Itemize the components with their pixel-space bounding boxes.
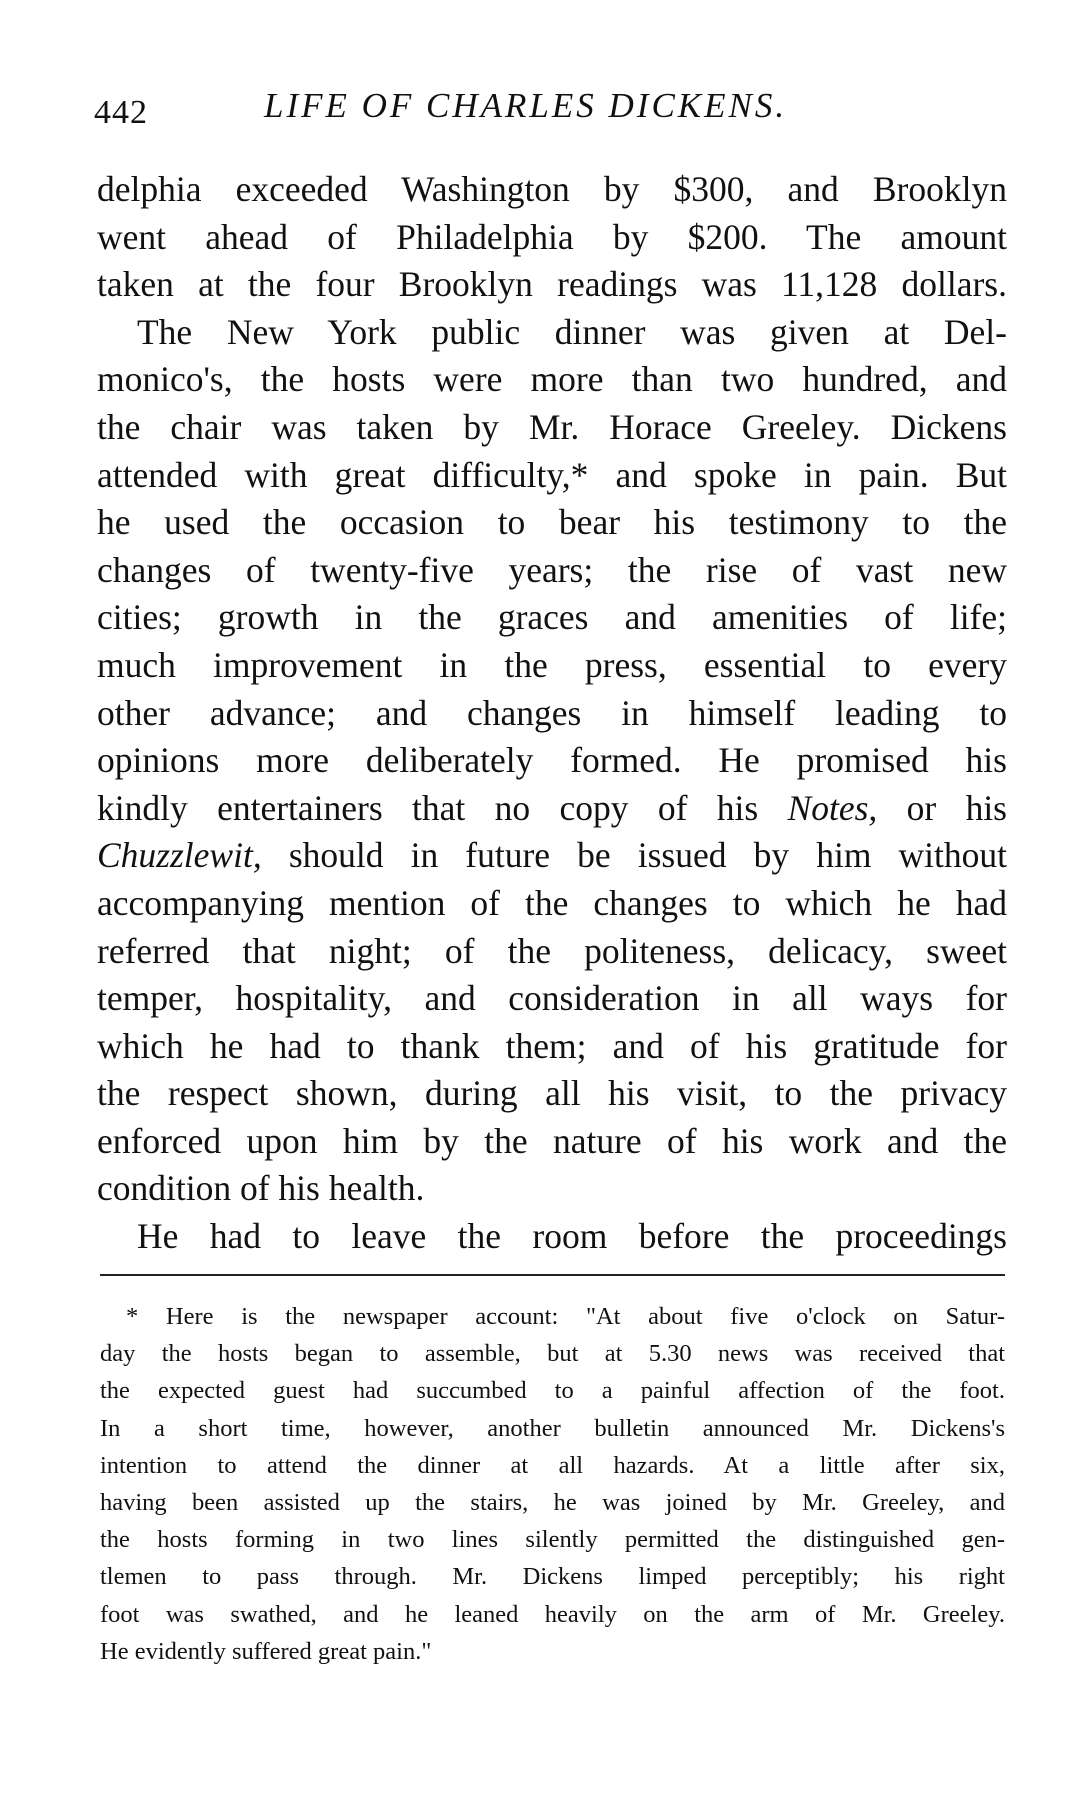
running-head xyxy=(94,86,1014,136)
body-line: enforced upon him by the nature of his work and the xyxy=(97,1120,1007,1161)
body-line: went ahead of Philadelphia by $200. The amount xyxy=(97,216,1007,257)
body-line: he used the occasion to bear his testimony to the xyxy=(97,502,1007,543)
body-line: delphia exceeded Washington by $300, and Brooklyn xyxy=(97,169,1007,209)
body-line: much improvement in the press, essential to every xyxy=(97,644,1007,685)
body-line: The New York public dinner was given at Del- xyxy=(137,311,1007,352)
body-line xyxy=(97,785,1007,833)
line-text: or his xyxy=(877,787,1007,828)
body-line: taken at the four Brooklyn readings was 11,128 dollars. xyxy=(97,264,1007,305)
footnote-line: having been assisted up the stairs, he was joined by Mr. Greeley, and xyxy=(100,1488,1005,1516)
footnote-line: intention to attend the dinner at all hazards. At a little after six, xyxy=(100,1451,1005,1479)
footnote-line: the expected guest had succumbed to a painful affection of the foot. xyxy=(100,1377,1005,1405)
footnote-line: foot was swathed, and he leaned heavily on the arm of Mr. Greeley. xyxy=(100,1600,1005,1628)
body-line: the chair was taken by Mr. Horace Greeley. Dickens xyxy=(97,406,1007,447)
footnote-line: day the hosts began to assemble, but at 5.30 news was received that xyxy=(100,1340,1005,1368)
body-line: accompanying mention of the changes to which he had xyxy=(97,882,1007,923)
body-line: changes of twenty-five years; the rise of vast new xyxy=(97,549,1007,590)
footnote-line: In a short time, however, another bulletin announced Mr. Dickens's xyxy=(100,1414,1005,1442)
body-line: temper, hospitality, and consideration in all ways for xyxy=(97,978,1007,1019)
body-line: attended with great difficulty,* and spoke in pain. But xyxy=(97,454,1007,495)
line-text: kindly entertainers that no copy of his xyxy=(97,787,788,828)
body-line: referred that night; of the politeness, delicacy, sweet xyxy=(97,930,1007,971)
body-text xyxy=(97,166,1007,1261)
body-line: cities; growth in the graces and amenities of life; xyxy=(97,597,1007,638)
footnote xyxy=(100,1298,1005,1670)
page-number: 442 xyxy=(94,94,148,131)
body-line: monico's, the hosts were more than two hundred, and xyxy=(97,359,1007,400)
body-line: the respect shown, during all his visit, to the privacy xyxy=(97,1073,1007,1114)
footnote-line: the hosts forming in two lines silently permitted the distinguished gen- xyxy=(100,1526,1005,1554)
body-line: other advance; and changes in himself leading to xyxy=(97,692,1007,733)
footnote-line: He evidently suffered great pain." xyxy=(100,1637,432,1665)
footnote-rule xyxy=(100,1274,1005,1276)
title-chuzzlewit: Chuzzlewit, xyxy=(97,835,262,876)
body-line xyxy=(97,832,1007,880)
body-line: which he had to thank them; and of his gratitude for xyxy=(97,1025,1007,1066)
body-line: He had to leave the room before the proceedings xyxy=(137,1216,1007,1257)
body-line: opinions more deliberately formed. He promised his xyxy=(97,740,1007,781)
line-text: should in future be issued by him without xyxy=(261,835,1007,876)
running-title: LIFE OF CHARLES DICKENS. xyxy=(264,86,788,125)
body-line: condition of his health. xyxy=(97,1168,425,1209)
footnote-line: tlemen to pass through. Mr. Dickens limped perceptibly; his right xyxy=(100,1563,1005,1591)
footnote-line: * Here is the newspaper account: "At about five o'clock on Satur- xyxy=(126,1303,1005,1330)
title-notes: Notes, xyxy=(787,787,878,828)
